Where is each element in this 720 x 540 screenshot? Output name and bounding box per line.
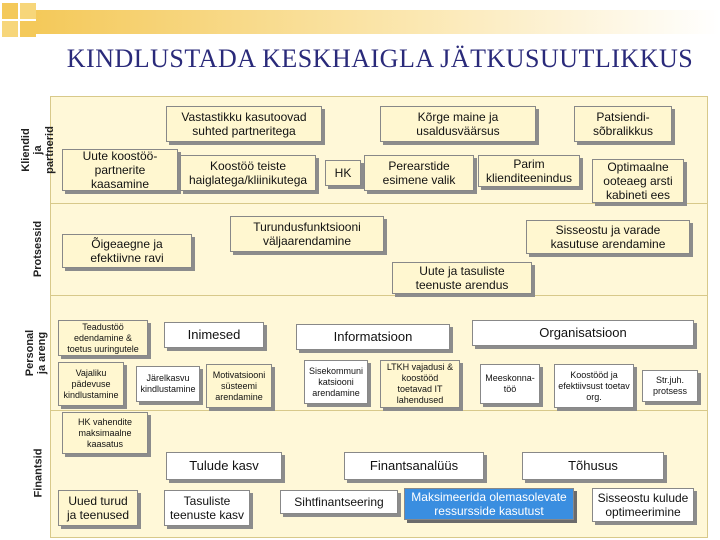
- row-label-text: Personal ja areng: [24, 329, 48, 376]
- header-efficiency: Tõhusus: [522, 452, 664, 480]
- decor-square: [20, 21, 36, 37]
- goal-optimal-wait: Optimaalne ooteaeg arsti kabineti ees: [592, 159, 684, 203]
- goal-internal-comm: Sisekommuni katsiooni arendamine: [304, 360, 368, 404]
- decor-square: [2, 3, 18, 19]
- header-financial-analysis: Finantsanalüüs: [344, 452, 484, 480]
- row-label-text: Kliendid ja partnerid: [20, 125, 57, 174]
- goal-new-markets: Uued turud ja teenused: [58, 490, 138, 526]
- header-organisation: Organisatsioon: [472, 320, 694, 346]
- goal-teamwork: Meeskonna-töö: [480, 364, 540, 404]
- row-label-processes: [30, 203, 46, 295]
- goal-paid-services: Tasuliste teenuste kasv: [164, 490, 250, 526]
- row-label-staff: [22, 295, 50, 410]
- goal-succession: Järelkasvu kindlustamine: [136, 366, 200, 402]
- goal-research: Teadustöö edendamine & toetus uuringutele: [58, 320, 148, 356]
- decor-square: [2, 21, 18, 37]
- row-label-text: Protsessid: [32, 220, 44, 278]
- goal-hk: HK: [325, 160, 361, 186]
- goal-it-solutions: LTKH vajadusi & koostööd toetavad IT lahendused: [380, 360, 460, 408]
- goal-partner-relations: Vastastikku kasutoovad suhted partneritega: [166, 106, 322, 142]
- goal-motivation: Motivatsiooni süsteemi arendamine: [206, 364, 272, 408]
- row-label-text: Finantsid: [32, 448, 45, 498]
- goal-org-support: Koostööd ja efektiivsust toetav org.: [554, 364, 634, 408]
- goal-best-service: Parim klienditeenindus: [478, 155, 580, 187]
- goal-new-partners: Uute koostöö-partnerite kaasamine: [62, 149, 178, 191]
- goal-gp-first-choice: Perearstide esimene valik: [364, 155, 474, 191]
- header-gradient-bar: [36, 10, 720, 34]
- row-label-finance: [30, 410, 46, 536]
- page-title: KINDLUSTADA KESKHAIGLA JÄTKUSUUTLIKKUS: [66, 44, 694, 73]
- goal-new-services: Uute ja tasuliste teenuste arendus: [392, 262, 532, 294]
- goal-patient-friendliness: Patsiendi-sõbralikkus: [574, 106, 672, 142]
- goal-hospital-cooperation: Koostöö teiste haiglatega/kliinikutega: [180, 155, 316, 191]
- goal-strategic-process: Str.juh. protsess: [642, 370, 698, 402]
- row-label-clients: [20, 96, 57, 203]
- goal-maximise-resources: Maksimeerida olemasolevate ressursside kasutust: [404, 488, 574, 520]
- header-revenue-growth: Tulude kasv: [166, 452, 282, 480]
- goal-procurement-costs: Sisseostu kulude optimeerimine: [592, 488, 694, 522]
- goal-marketing: Turundusfunktsiooni väljaarendamine: [230, 216, 384, 252]
- goal-target-funding: Sihtfinantseering: [280, 490, 398, 514]
- goal-reputation: Kõrge maine ja usaldusväärsus: [380, 106, 536, 142]
- decor-square: [20, 3, 36, 19]
- goal-competence: Vajaliku pädevuse kindlustamine: [58, 362, 124, 406]
- header-people: Inimesed: [164, 322, 264, 348]
- header-information: Informatsioon: [296, 324, 450, 350]
- goal-hk-funds: HK vahendite maksimaalne kaasatus: [62, 412, 148, 454]
- goal-timely-care: Õigeaegne ja efektiivne ravi: [62, 234, 192, 268]
- goal-procurement: Sisseostu ja varade kasutuse arendamine: [526, 220, 690, 254]
